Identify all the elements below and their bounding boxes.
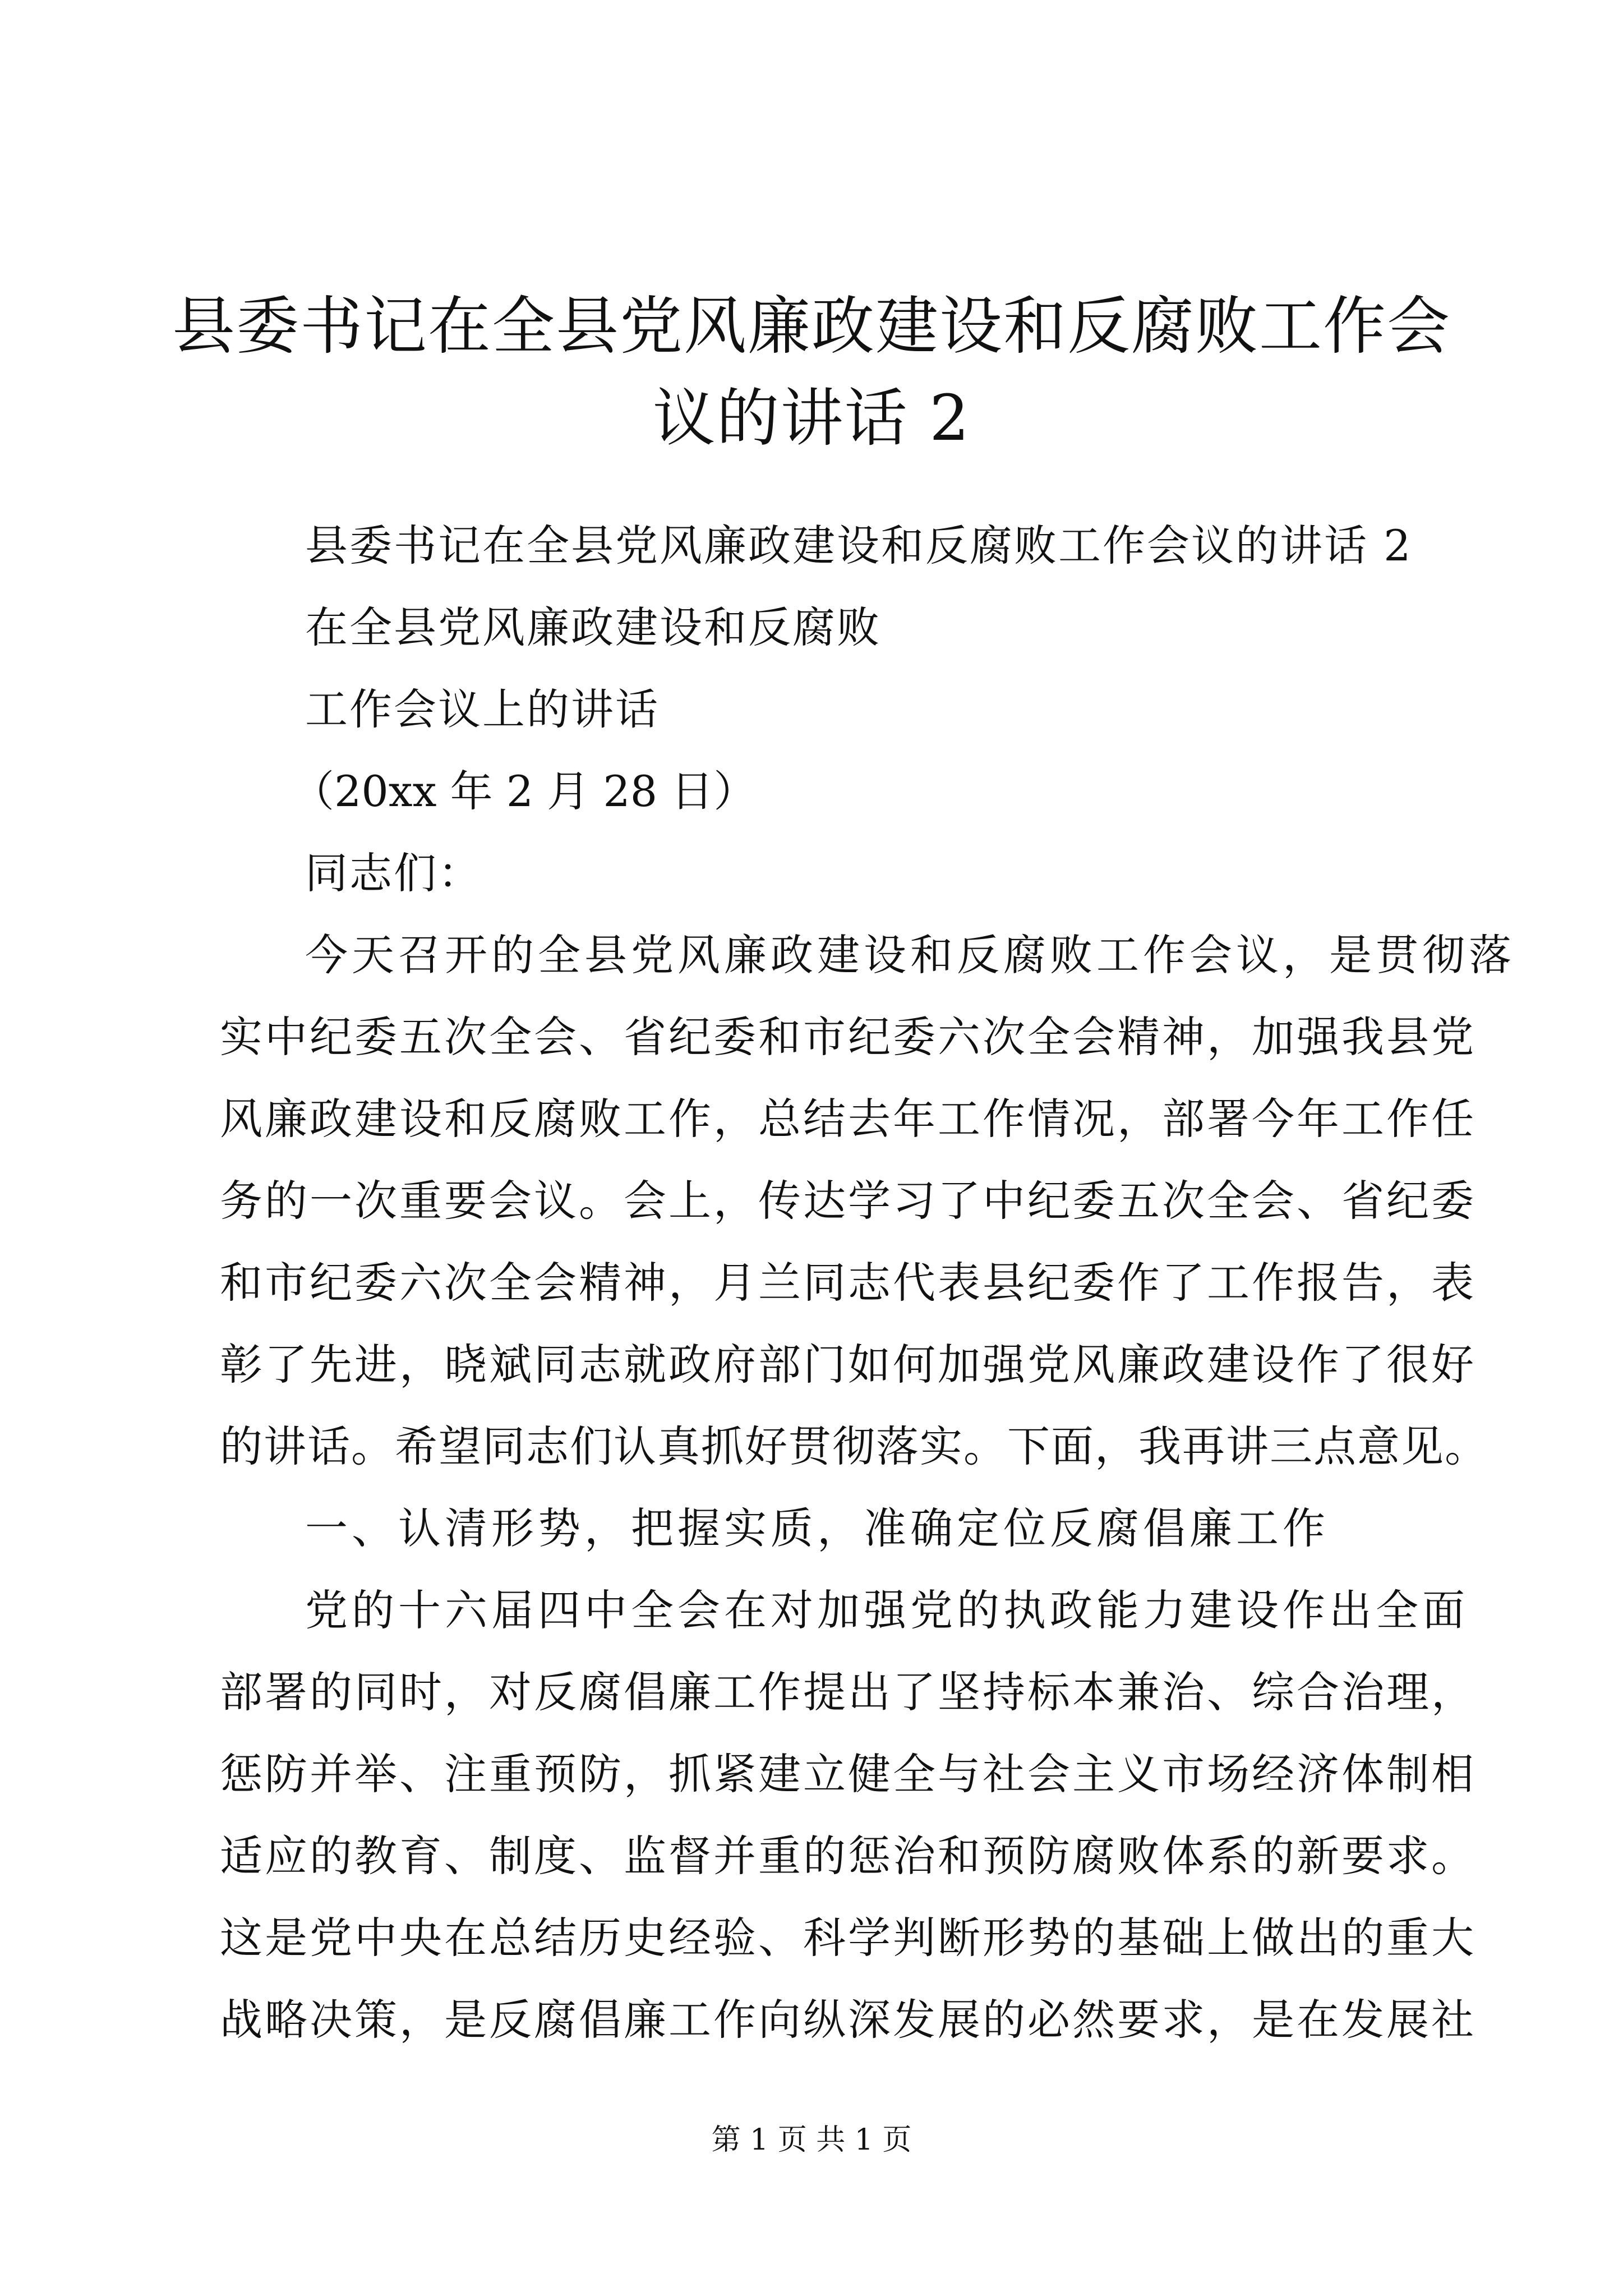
heading-line-2: 工作会议上的讲话 [305, 684, 660, 734]
subtitle-line: 县委书记在全县党风廉政建设和反腐败工作会议的讲话 2 [305, 521, 1413, 570]
salutation-line: 同志们： [305, 848, 482, 898]
paragraph-line: 战略决策，是反腐倡廉工作向纵深发展的必然要求，是在发展社 [220, 1995, 1476, 2045]
page-number: 第 1 页 共 1 页 [711, 2123, 912, 2157]
section-heading: 一、认清形势，把握实质，准确定位反腐倡廉工作 [305, 1503, 1329, 1553]
heading-line-1: 在全县党风廉政建设和反腐败 [305, 602, 881, 652]
paragraph-line: 实中纪委五次全会、省纪委和市纪委六次全会精神，加强我县党 [220, 1012, 1476, 1062]
paragraph-line: 党的十六届四中全会在对加强党的执政能力建设作出全面 [305, 1585, 1469, 1635]
paragraph-line: 这是党中央在总结历史经验、科学判断形势的基础上做出的重大 [220, 1913, 1476, 1963]
paragraph-line: 今天召开的全县党风廉政建设和反腐败工作会议，是贯彻落 [305, 930, 1515, 980]
document-title-line-2: 议的讲话 2 [652, 382, 971, 455]
paragraph-line: 和市纪委六次全会精神，月兰同志代表县纪委作了工作报告，表 [220, 1258, 1476, 1308]
document-title [168, 280, 1455, 464]
document-title-line-1: 县委书记在全县党风廉政建设和反腐败工作会 [172, 290, 1451, 363]
paragraph-line: 适应的教育、制度、监督并重的惩治和预防腐败体系的新要求。 [220, 1831, 1476, 1881]
page-footer [0, 2120, 1623, 2160]
paragraph-line: 务的一次重要会议。会上，传达学习了中纪委五次全会、省纪委 [220, 1176, 1476, 1226]
paragraph-line: 部署的同时，对反腐倡廉工作提出了坚持标本兼治、综合治理， [220, 1667, 1476, 1717]
date-line: （20xx 年 2 月 28 日） [292, 766, 757, 816]
paragraph-line: 风廉政建设和反腐败工作，总结去年工作情况，部署今年工作任 [220, 1094, 1476, 1144]
paragraph-line: 惩防并举、注重预防，抓紧建立健全与社会主义市场经济体制相 [220, 1749, 1476, 1799]
paragraph-line: 彰了先进，晓斌同志就政府部门如何加强党风廉政建设作了很好 [220, 1340, 1476, 1389]
paragraph-line: 的讲话。希望同志们认真抓好贯彻落实。下面，我再讲三点意见。 [220, 1421, 1488, 1471]
document-body [220, 505, 1515, 2061]
